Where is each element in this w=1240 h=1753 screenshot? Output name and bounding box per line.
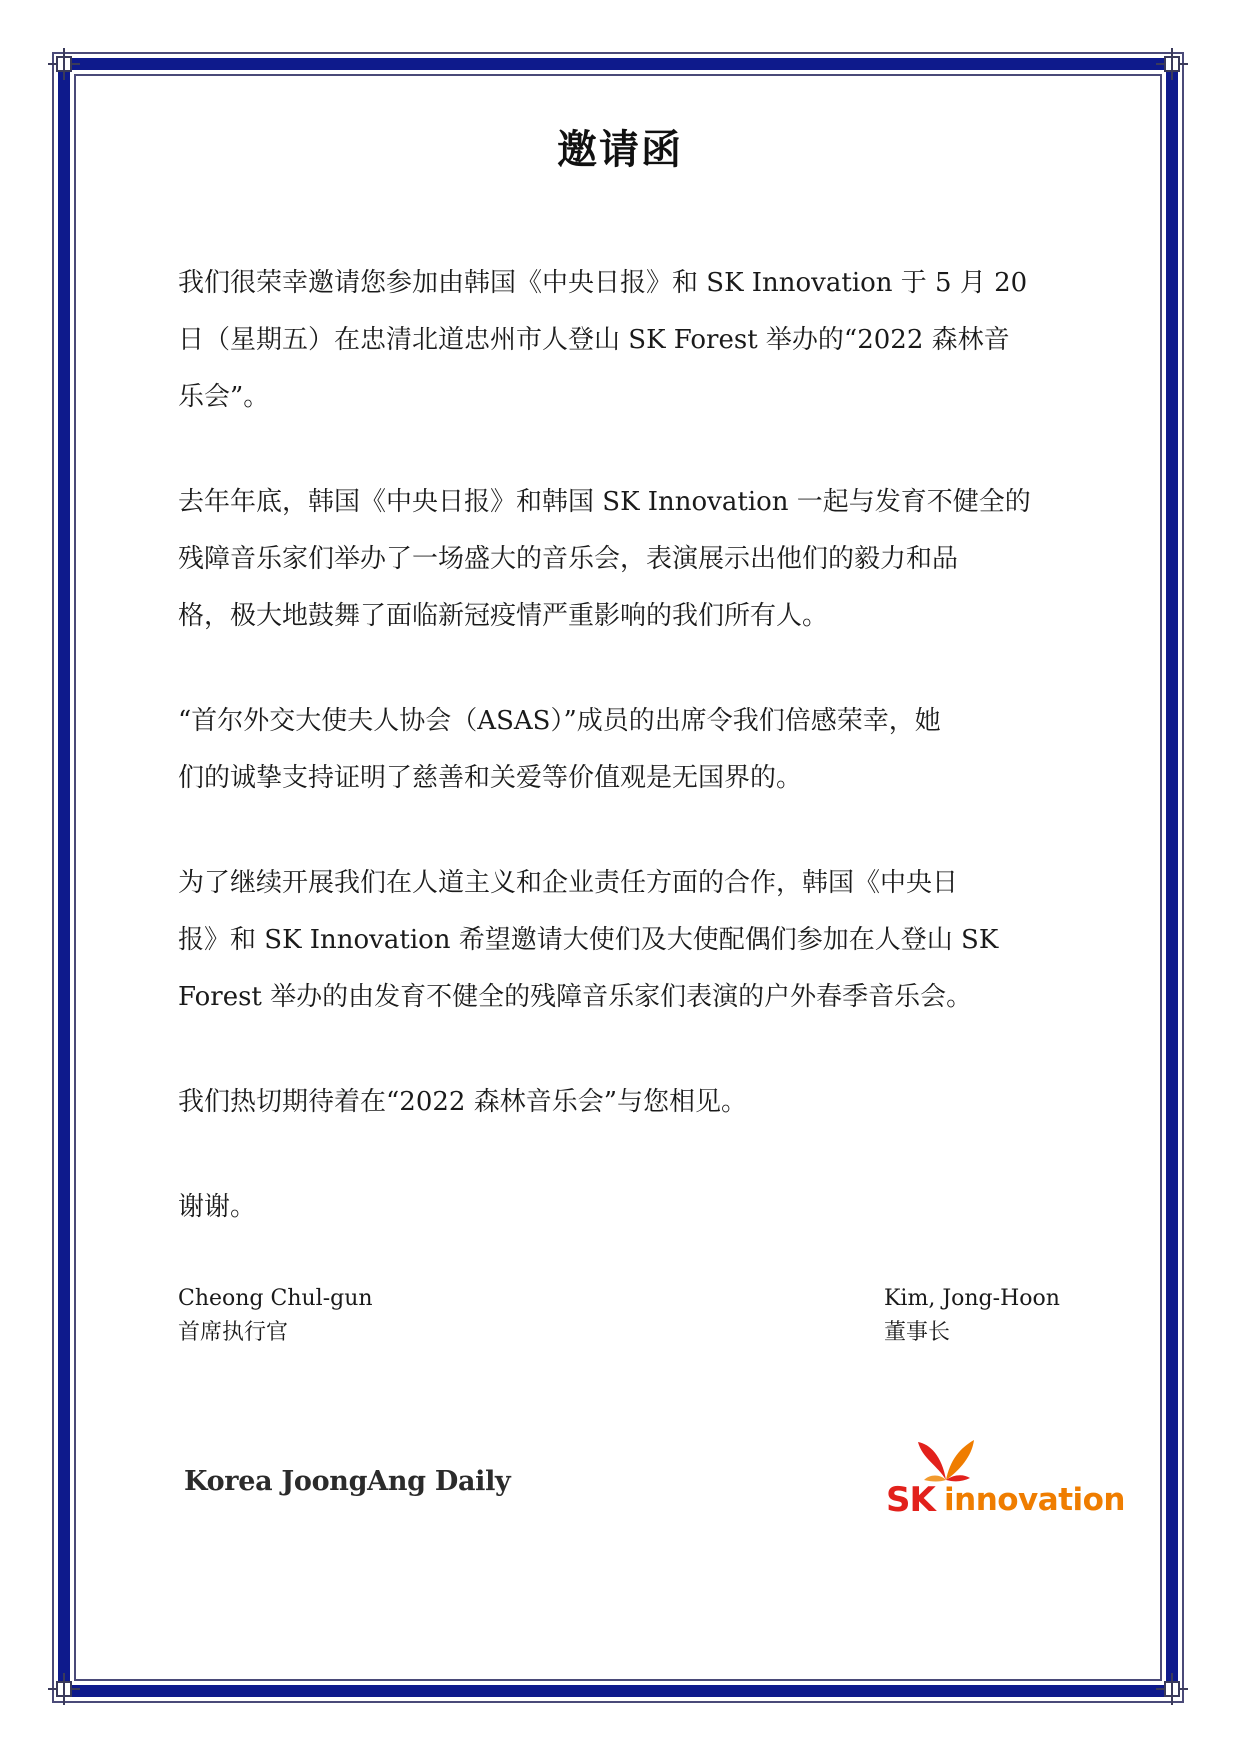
corner-ornament-bottom-right bbox=[1156, 1673, 1188, 1705]
sk-innovation-logo bbox=[886, 1436, 1125, 1526]
paragraph-cooperation bbox=[178, 855, 1088, 1026]
corner-ornament-bottom-left bbox=[48, 1673, 80, 1705]
sk-wordmark: SK bbox=[886, 1480, 935, 1520]
paragraph-thanks bbox=[178, 1179, 1088, 1236]
signatory-role: 董事长 bbox=[884, 1320, 951, 1345]
text-line: 去年年底，韩国《中央日报》和韩国 SK Innovation 一起与发育不健全的 bbox=[178, 487, 1031, 517]
korea-joongang-daily-logo: Korea JoongAng Daily bbox=[184, 1466, 511, 1497]
signatory-name: Cheong Chul-gun bbox=[178, 1286, 373, 1311]
signature-right bbox=[884, 1282, 1060, 1350]
text-line: 为了继续开展我们在人道主义和企业责任方面的合作，韩国《中央日 bbox=[178, 868, 959, 898]
paragraph-asas bbox=[178, 693, 1088, 807]
text-line: “首尔外交大使夫人协会（ASAS）”成员的出席令我们倍感荣幸，她 bbox=[178, 706, 941, 736]
text-line: 格，极大地鼓舞了面临新冠疫情严重影响的我们所有人。 bbox=[178, 601, 829, 631]
paragraph-invitation bbox=[178, 255, 1088, 426]
text-line: 我们热切期待着在“2022 森林音乐会”与您相见。 bbox=[178, 1087, 748, 1117]
signatory-role: 首席执行官 bbox=[178, 1320, 289, 1345]
paragraph-closing bbox=[178, 1074, 1088, 1131]
corner-ornament-top-right bbox=[1156, 48, 1188, 80]
signature-left bbox=[178, 1282, 373, 1350]
text-line: 乐会”。 bbox=[178, 382, 270, 412]
page-title: 邀请函 bbox=[557, 127, 683, 173]
paragraph-background bbox=[178, 474, 1088, 645]
text-line: Forest 举办的由发育不健全的残障音乐家们表演的户外春季音乐会。 bbox=[178, 982, 973, 1012]
text-line: 日（星期五）在忠清北道忠州市人登山 SK Forest 举办的“2022 森林音 bbox=[178, 325, 1010, 355]
text-line: 们的诚挚支持证明了慈善和关爱等价值观是无国界的。 bbox=[178, 763, 803, 793]
text-line: 谢谢。 bbox=[178, 1192, 257, 1222]
letter-body bbox=[178, 255, 1088, 1236]
corner-ornament-top-left bbox=[48, 48, 80, 80]
text-line: 报》和 SK Innovation 希望邀请大使们及大使配偶们参加在人登山 SK bbox=[178, 925, 999, 955]
text-line: 我们很荣幸邀请您参加由韩国《中央日报》和 SK Innovation 于 5 月 20 bbox=[178, 268, 1028, 298]
innovation-wordmark: innovation bbox=[944, 1482, 1125, 1518]
text-line: 残障音乐家们举办了一场盛大的音乐会，表演展示出他们的毅力和品 bbox=[178, 544, 959, 574]
signatory-name: Kim, Jong-Hoon bbox=[884, 1286, 1060, 1311]
